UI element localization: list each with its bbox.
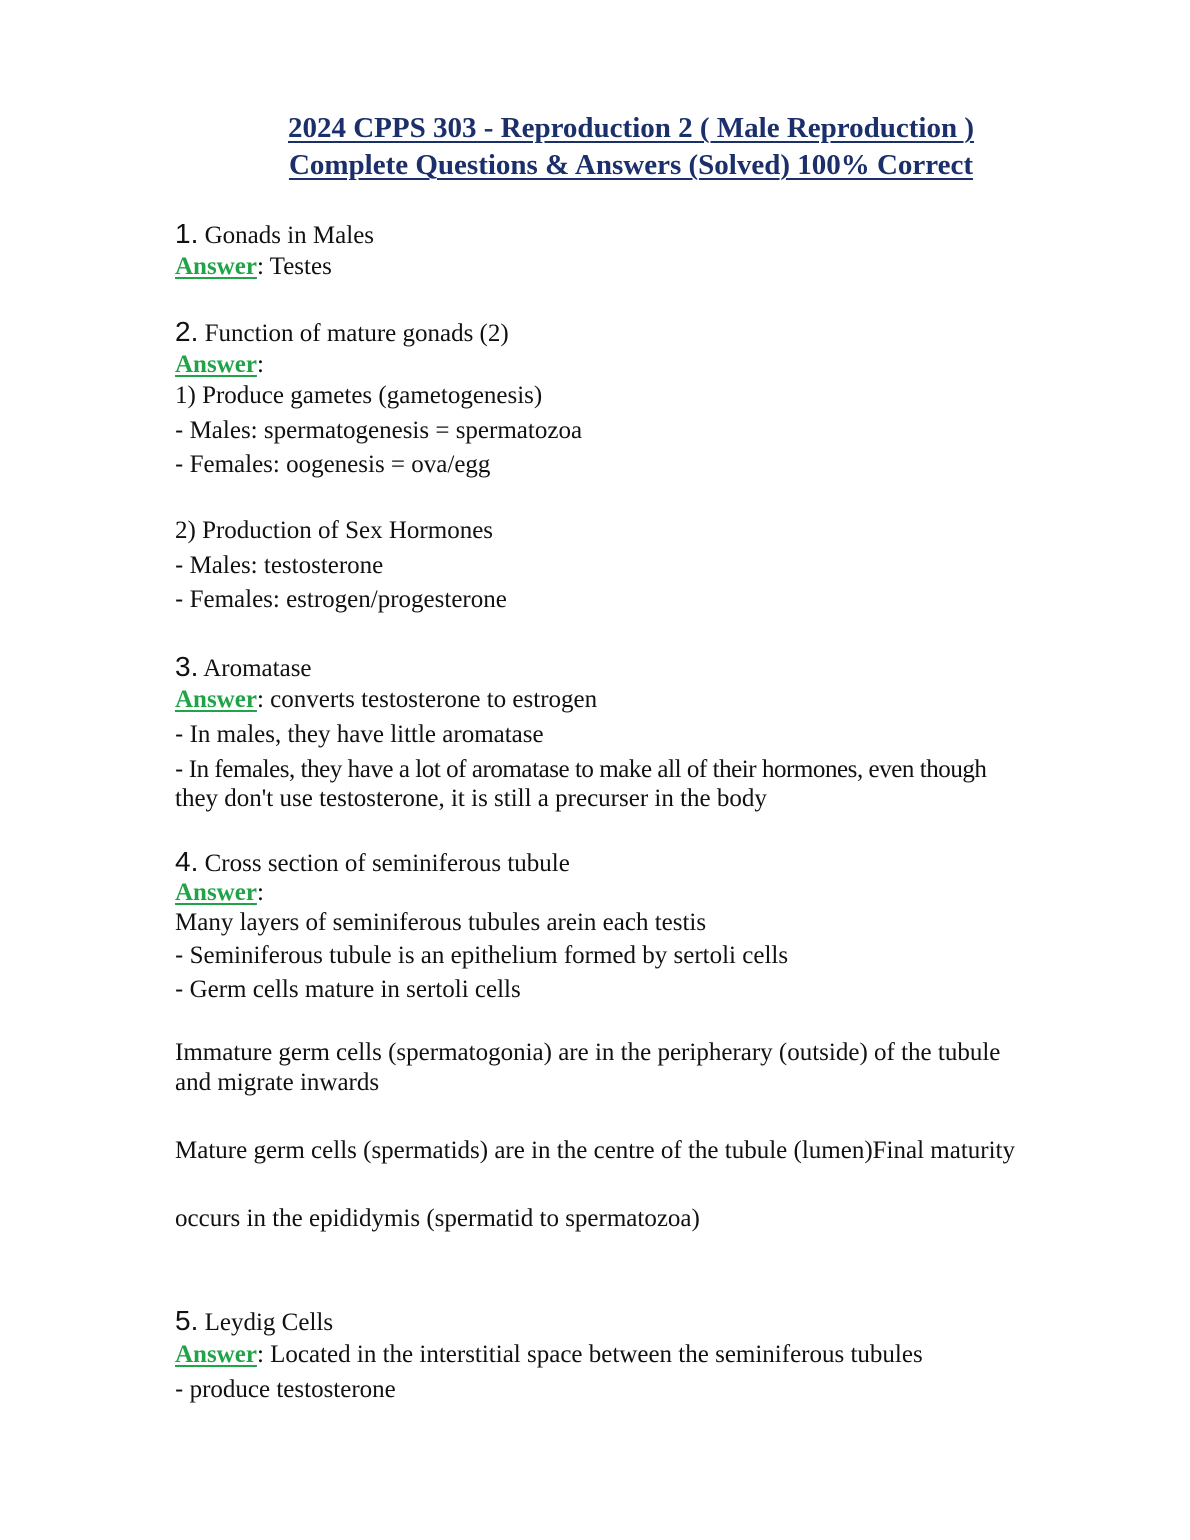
answer-text: : bbox=[256, 351, 264, 378]
dash-icon: - bbox=[175, 755, 183, 783]
question-text: Function of mature gonads (2) bbox=[204, 320, 509, 347]
dash-icon: - bbox=[175, 450, 184, 478]
answer-line: occurs in the epididymis (spermatid to spermatozoa) bbox=[175, 1205, 700, 1232]
answer-bullet bbox=[175, 939, 788, 972]
question-5 bbox=[175, 1305, 333, 1339]
bullet-text: Germ cells mature in sertoli cells bbox=[189, 976, 521, 1003]
question-text: Leydig Cells bbox=[204, 1309, 334, 1336]
question-number: 1. bbox=[175, 218, 199, 249]
answer-label: Answer bbox=[175, 253, 257, 280]
dash-icon: - bbox=[175, 416, 184, 444]
bullet-text: Males: spermatogenesis = spermatozoa bbox=[189, 417, 583, 444]
answer-bullet bbox=[175, 549, 383, 582]
answer-bullet bbox=[175, 1373, 396, 1406]
question-2 bbox=[175, 316, 509, 350]
answer-line: 1) Produce gametes (gametogenesis) bbox=[175, 382, 543, 409]
dash-icon: - bbox=[175, 585, 184, 613]
question-number: 2. bbox=[175, 316, 199, 347]
question-number: 4. bbox=[175, 846, 199, 877]
answer-3 bbox=[175, 684, 597, 716]
answer-text: : Located in the interstitial space between the seminiferous tubules bbox=[256, 1341, 923, 1368]
bullet-text: Males: testosterone bbox=[189, 552, 384, 579]
document-title-line-2: Complete Questions & Answers (Solved) 100% Correct bbox=[288, 149, 974, 181]
answer-1 bbox=[175, 251, 332, 283]
question-1 bbox=[175, 218, 374, 252]
answer-label: Answer bbox=[175, 686, 257, 713]
bullet-text: Females: estrogen/progesterone bbox=[189, 586, 507, 613]
answer-line: they don't use testosterone, it is still a precurser in the body bbox=[175, 785, 767, 812]
dash-icon: - bbox=[175, 720, 184, 748]
answer-text: : converts testosterone to estrogen bbox=[256, 686, 598, 713]
answer-bullet bbox=[175, 448, 490, 481]
dash-icon: - bbox=[175, 1375, 184, 1403]
bullet-text: produce testosterone bbox=[189, 1376, 396, 1403]
answer-text: : Testes bbox=[256, 253, 332, 280]
answer-line: Mature germ cells (spermatids) are in the centre of the tubule (lumen)Final maturity bbox=[175, 1137, 1015, 1164]
answer-text: : bbox=[256, 879, 264, 906]
answer-4 bbox=[175, 877, 264, 909]
answer-label: Answer bbox=[175, 879, 257, 906]
answer-5 bbox=[175, 1339, 923, 1371]
answer-bullet bbox=[175, 718, 544, 751]
answer-line: 2) Production of Sex Hormones bbox=[175, 517, 494, 544]
dash-icon: - bbox=[175, 551, 184, 579]
bullet-text: Seminiferous tubule is an epithelium formed by sertoli cells bbox=[189, 942, 789, 969]
answer-line: Immature germ cells (spermatogonia) are in the peripherary (outside) of the tubule bbox=[175, 1039, 1001, 1066]
dash-icon: - bbox=[175, 975, 184, 1003]
question-3 bbox=[175, 651, 312, 685]
document-title-line-1: 2024 CPPS 303 - Reproduction 2 ( Male Reproduction ) bbox=[287, 112, 975, 144]
answer-line: and migrate inwards bbox=[175, 1069, 380, 1096]
question-4 bbox=[175, 846, 570, 880]
answer-label: Answer bbox=[175, 1341, 257, 1368]
bullet-text: Females: oogenesis = ova/egg bbox=[189, 451, 491, 478]
answer-line: Many layers of seminiferous tubules arein each testis bbox=[175, 909, 707, 936]
answer-label: Answer bbox=[175, 351, 257, 378]
answer-bullet bbox=[175, 753, 987, 786]
dash-icon: - bbox=[175, 941, 184, 969]
question-text: Aromatase bbox=[203, 655, 312, 682]
bullet-text: In males, they have little aromatase bbox=[189, 721, 544, 748]
answer-2 bbox=[175, 349, 264, 381]
question-text: Cross section of seminiferous tubule bbox=[204, 850, 570, 877]
answer-bullet bbox=[175, 414, 582, 447]
bullet-text: In females, they have a lot of aromatase to make all of their hormones, even though bbox=[188, 756, 987, 783]
answer-bullet bbox=[175, 973, 521, 1006]
question-text: Gonads in Males bbox=[204, 222, 375, 249]
answer-bullet bbox=[175, 583, 507, 616]
question-number: 5. bbox=[175, 1305, 199, 1336]
question-number: 3. bbox=[175, 651, 199, 682]
